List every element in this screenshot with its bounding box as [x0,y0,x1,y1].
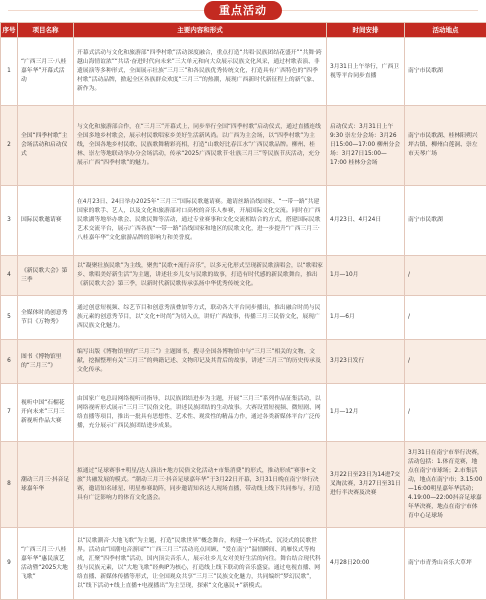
table-row [1,340,486,384]
header-project-name: 项目名称 [18,23,74,38]
table-row [1,528,486,600]
project-place: 南宁市民歌湖 [405,186,486,256]
project-name: 全国“四季村歌”主会场活动和启动仪式 [18,106,74,186]
project-place: 3月31日在南宁市举行决赛，活动包括：1.体育竞赛，地点在南宁市球场；2.市集活动，地点在南宁市；3.15:00—16:00明星嘉年华活动；4.19:00—22:00抖音足球嘉年华决赛，地点在南宁市体育中心足球场 [405,442,486,528]
project-name: 《新民歌大会》第三季 [18,256,74,296]
project-time: 1月—12月 [327,384,405,442]
project-time: 3月23日发行 [327,340,405,384]
row-number: 4 [1,256,18,296]
banner-divider-right [282,10,478,11]
header-content: 主要内容和形式 [74,23,327,38]
project-time: 3月31日上午举行，广西卫视等平台同步直播 [327,38,405,106]
project-time: 1月—6月 [327,296,405,340]
project-place: 南宁市青秀山音乐大草坪 [405,528,486,600]
table-row [1,256,486,296]
project-name: 视听中国“石榴花开向未来”三月三新视听作品大赛 [18,384,74,442]
row-number: 5 [1,296,18,340]
events-table [0,22,486,600]
project-time: 1月—10月 [327,256,405,296]
project-time: 4月28日20:00 [327,528,405,600]
project-content: 拟通过“足球赛事+明星/达人演出+地方民俗文化活动+市集消费”的形式，推动形成“赛事+文旅”共融发展的模式。“潮动三月三·抖音足球嘉年华”于3月22日开幕，3月31日晚在南宁举行决赛，邀请知名球星、明星参赛助阵，同步邀请知名达人现场直播，带动线上线下共同参与，打造具有广泛影响力的体育文化盛会。 [74,442,327,528]
project-time: 启动仪式：3月31日上午9:30 崇左分会场：3月26日15:00—17:00 柳州分会场：3月27日15:00—17:00 桂林分会场 [327,106,405,186]
project-content: 由国家广电总局网络视听司指导，以民族团结进步为主题，开展“三月三”系列作品征集活动，以网络视听形式展示“三月三”民俗文化，讲述民族团结的生动故事。大赛设置短视频、微短剧、网络直播等项目，推出一批具有思想性、艺术性、观赏性的精品力作，通过各类新媒体平台广泛传播，充分展示广西民族团结进步成果。 [74,384,327,442]
project-place: / [405,256,486,296]
table-row [1,186,486,256]
row-number: 1 [1,38,18,106]
table-row [1,106,486,186]
project-place: / [405,340,486,384]
project-name: “广西三月三·八桂嘉年华”惠民演艺活动暨“2025大地飞歌” [18,528,74,600]
table-header-row [1,23,486,38]
project-place: 南宁市民歌湖 [405,38,486,106]
project-place: / [405,384,486,442]
row-number: 8 [1,442,18,528]
section-title: 重点活动 [204,1,282,20]
project-content: 与文化和旅游部合作，在“三月三”开幕式上，同步举行全国“四季村歌”启动仪式，通过直播连线全国多地乡村歌会，展示村民歌唱家乡美好生活新风尚。以广西为主会场，以“四季村歌”为主线，全国各地乡村民歌、民族歌舞精彩亮相，打造“山歌好比春江水”广西民歌品牌。柳州、桂林、崇左等地联动举办分会场活动，传承“2025广西民歌节·壮族三月三”等民族节庆活动，充分展示广西“四季村歌”的魅力。 [74,106,327,186]
project-content: 开幕式活动与文化和旅游部“四季村歌”活动深度融合，重点打造“共唱·民族团结花盛开”“共舞·跨越山海情谊浓”“共话·奋进时代向未来”三大单元和向大众展示民族文化风采，通过村歌表演、非遗展演等多种形式，全面展示壮族“三月三”和各民族优秀传统文化，打造具有广西特色的“四季村歌”活动品牌，掀起全区各族群众欢度“三月三”的热潮，展现广西新时代新征程上的新气象、新作为。 [74,38,327,106]
project-name: 国际民歌邀请赛 [18,186,74,256]
project-name: 图书《博物馆里的“三月三”》 [18,340,74,384]
table-row [1,38,486,106]
section-banner [0,0,486,22]
project-content: 编写出版《博物馆里的“三月三”》主题图书，搜寻全国各博物馆中与“三月三”相关的文物、文献，挖掘整理有关“三月三”的典籍记述、文物印记及其背后的故事，讲述“三月三”的历史传承及文化传承。 [74,340,327,384]
project-name: 全媒体时尚创意秀节目《万物秀》 [18,296,74,340]
row-number: 9 [1,528,18,600]
project-place: 南宁市民歌湖、桂林阳朔兴坪古镇、柳州白莲洞、崇左市天琴广场 [405,106,486,186]
header-location: 活动地点 [405,23,486,38]
project-time: 4月23日、4月24日 [327,186,405,256]
table-row [1,442,486,528]
project-time: 3月22日至23日为14进7交叉淘汰赛，3月27日至31日进行半决赛及决赛 [327,442,405,528]
table-row [1,296,486,340]
project-content: 以“民歌潮音·大地飞歌”为主题，打造“民歌世界”概念舞台，构建一个环绕式、沉浸式的民歌世界。活动由“国潮电音游园”“广西三月三”活动亮点回顾、“爱在南宁”温情瞬间、鸿雁仪式等构成，汇聚“四季村歌”活动，国内顶尖音乐人，展示壮乡儿女对美好生活的向往。舞台结合现代科技与民族元素，以“大地飞歌”经典IP为核心，打造线上线下联动的音乐盛宴。通过电视直播、网络直播、新媒体传播等形式，让全国观众共享“三月三”民族文化魅力，共同编织“梦幻民歌”，以“线下活动+线上直播+电视播出”为主呈现，探索“文化惠民+”新模式。 [74,528,327,600]
table-row [1,384,486,442]
project-content: 通过创意短视频、综艺节目和创意秀演叠加等方式，联动各大平台同步播出，推出融合时尚与民族元素的创意秀节目，以“文化+时尚”为切入点，讲好广西故事，传播三月三民俗文化，展现广西民族文化魅力。 [74,296,327,340]
row-number: 7 [1,384,18,442]
header-schedule: 时间安排 [327,23,405,38]
project-name: 潮动三月三·抖音足球嘉年华 [18,442,74,528]
project-content: 在4月23日、24日举办2025年“三月三”国际民歌邀请赛。邀请丝路沿线国家、“一带一路”共建国家的歌手、艺人，以及文化和旅游部对口高校的音乐人参赛，开展国际文化交流。同时在广西民歌湖等地举办歌会、民歌民舞等活动，通过专业赛事和文化交流相结合的方式，搭建国际民歌艺术交流平台，展示广西各族“一带一路”沿线国家和地区的民歌文化，进一步提升“广西三月三·八桂嘉年华”文化旅游品牌的影响力和美誉度。 [74,186,327,256]
project-name: “广西三月三·八桂嘉年华”开幕式活动 [18,38,74,106]
row-number: 2 [1,106,18,186]
project-content: 以“凝聚壮族民歌”为主线，聚焦“民歌+流行音乐”，以多元化形式呈现新民歌演唱会，以“歌唱家乡、歌唱美好新生活”为主题，讲述壮乡儿女与民歌的故事，打造有时代感的新民歌舞台，推出《新民歌大会》第三季，以新时代新民歌传承弘扬中华优秀传统文化。 [74,256,327,296]
banner-divider-left [8,10,204,11]
header-number: 序号 [1,23,18,38]
row-number: 3 [1,186,18,256]
row-number: 6 [1,340,18,384]
project-place: / [405,296,486,340]
